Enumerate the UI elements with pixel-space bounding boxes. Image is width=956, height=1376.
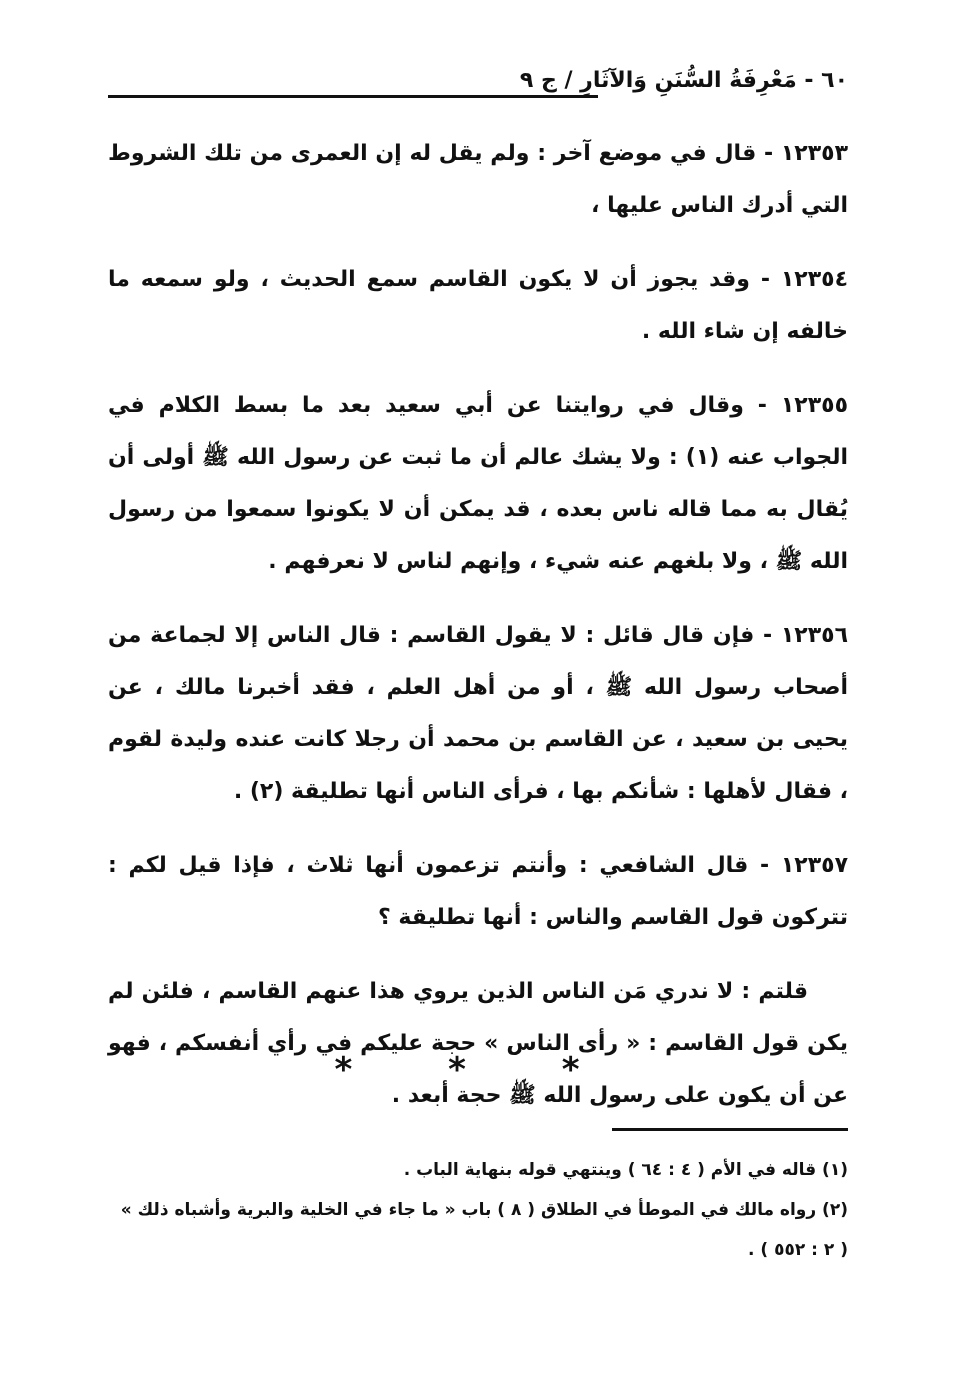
page-header bbox=[108, 68, 848, 108]
running-head: ٦٠ - مَعْرِفَةُ السُّنَنِ وَالآثَارِ / ج ٩ bbox=[519, 68, 848, 93]
paragraph-12354: ١٢٣٥٤ - وقد يجوز أن لا يكون القاسم سمع الحديث ، ولو سمعه ما خالفه إن شاء الله . bbox=[108, 267, 848, 344]
paragraph-12357: ١٢٣٥٧ - قال الشافعي : وأنتم تزعمون أنها ثلاث ، فإذا قيل لكم : تتركون قول القاسم والناس : أنها تطليقة ؟ bbox=[108, 853, 848, 930]
footnotes bbox=[108, 1150, 848, 1270]
footnote-rule bbox=[612, 1128, 848, 1131]
footnote-1: (١) قاله في الأم ( ٤ : ٦٤ ) وينتهي قوله بنهاية الباب . bbox=[403, 1160, 848, 1180]
paragraph-continuation: قلتم : لا ندري مَن الناس الذين يروي هذا عنهم القاسم ، فلئن لم يكن قول القاسم : « رأى الناس » حجة عليكم في رأي أنفسكم ، فهو عن أن يكون على رسول الله ﷺ حجة أبعد . bbox=[108, 979, 848, 1108]
paragraph-12353: ١٢٣٥٣ - قال في موضع آخر : ولم يقل له إن العمرى من تلك الشروط التي أدرك الناس عليها ، bbox=[108, 141, 848, 218]
paragraph-12355: ١٢٣٥٥ - وقال في روايتنا عن أبي سعيد بعد ما بسط الكلام في الجواب عنه (١) : ولا يشك عالم أن ما ثبت عن رسول الله ﷺ أولى أن يُقال به مما قاله ناس بعده ، قد يمكن أن لا يكونوا سمعوا من رسول الله ﷺ ، ولا بلغهم عنه شيء ، وإنهم لناس لا نعرفهم . bbox=[108, 393, 848, 574]
section-separator: * * * bbox=[334, 1050, 622, 1090]
header-rule bbox=[108, 95, 598, 98]
main-text bbox=[108, 128, 848, 1144]
footnote-2: (٢) رواه مالك في الموطأ في الطلاق ( ٨ ) باب « ما جاء في الخلية والبرية وأشباه ذلك » ( ٢ : ٥٥٢ ) . bbox=[120, 1200, 848, 1260]
paragraph-12356: ١٢٣٥٦ - فإن قال قائل : لا يقول القاسم : قال الناس إلا لجماعة من أصحاب رسول الله ﷺ ، أو من أهل العلم ، فقد أخبرنا مالك ، عن يحيى بن سعيد ، عن القاسم بن محمد أن رجلا كانت عنده وليدة لقوم ، فقال لأهلها : شأنكم بها ، فرأى الناس أنها تطليقة (٢) . bbox=[108, 623, 848, 804]
